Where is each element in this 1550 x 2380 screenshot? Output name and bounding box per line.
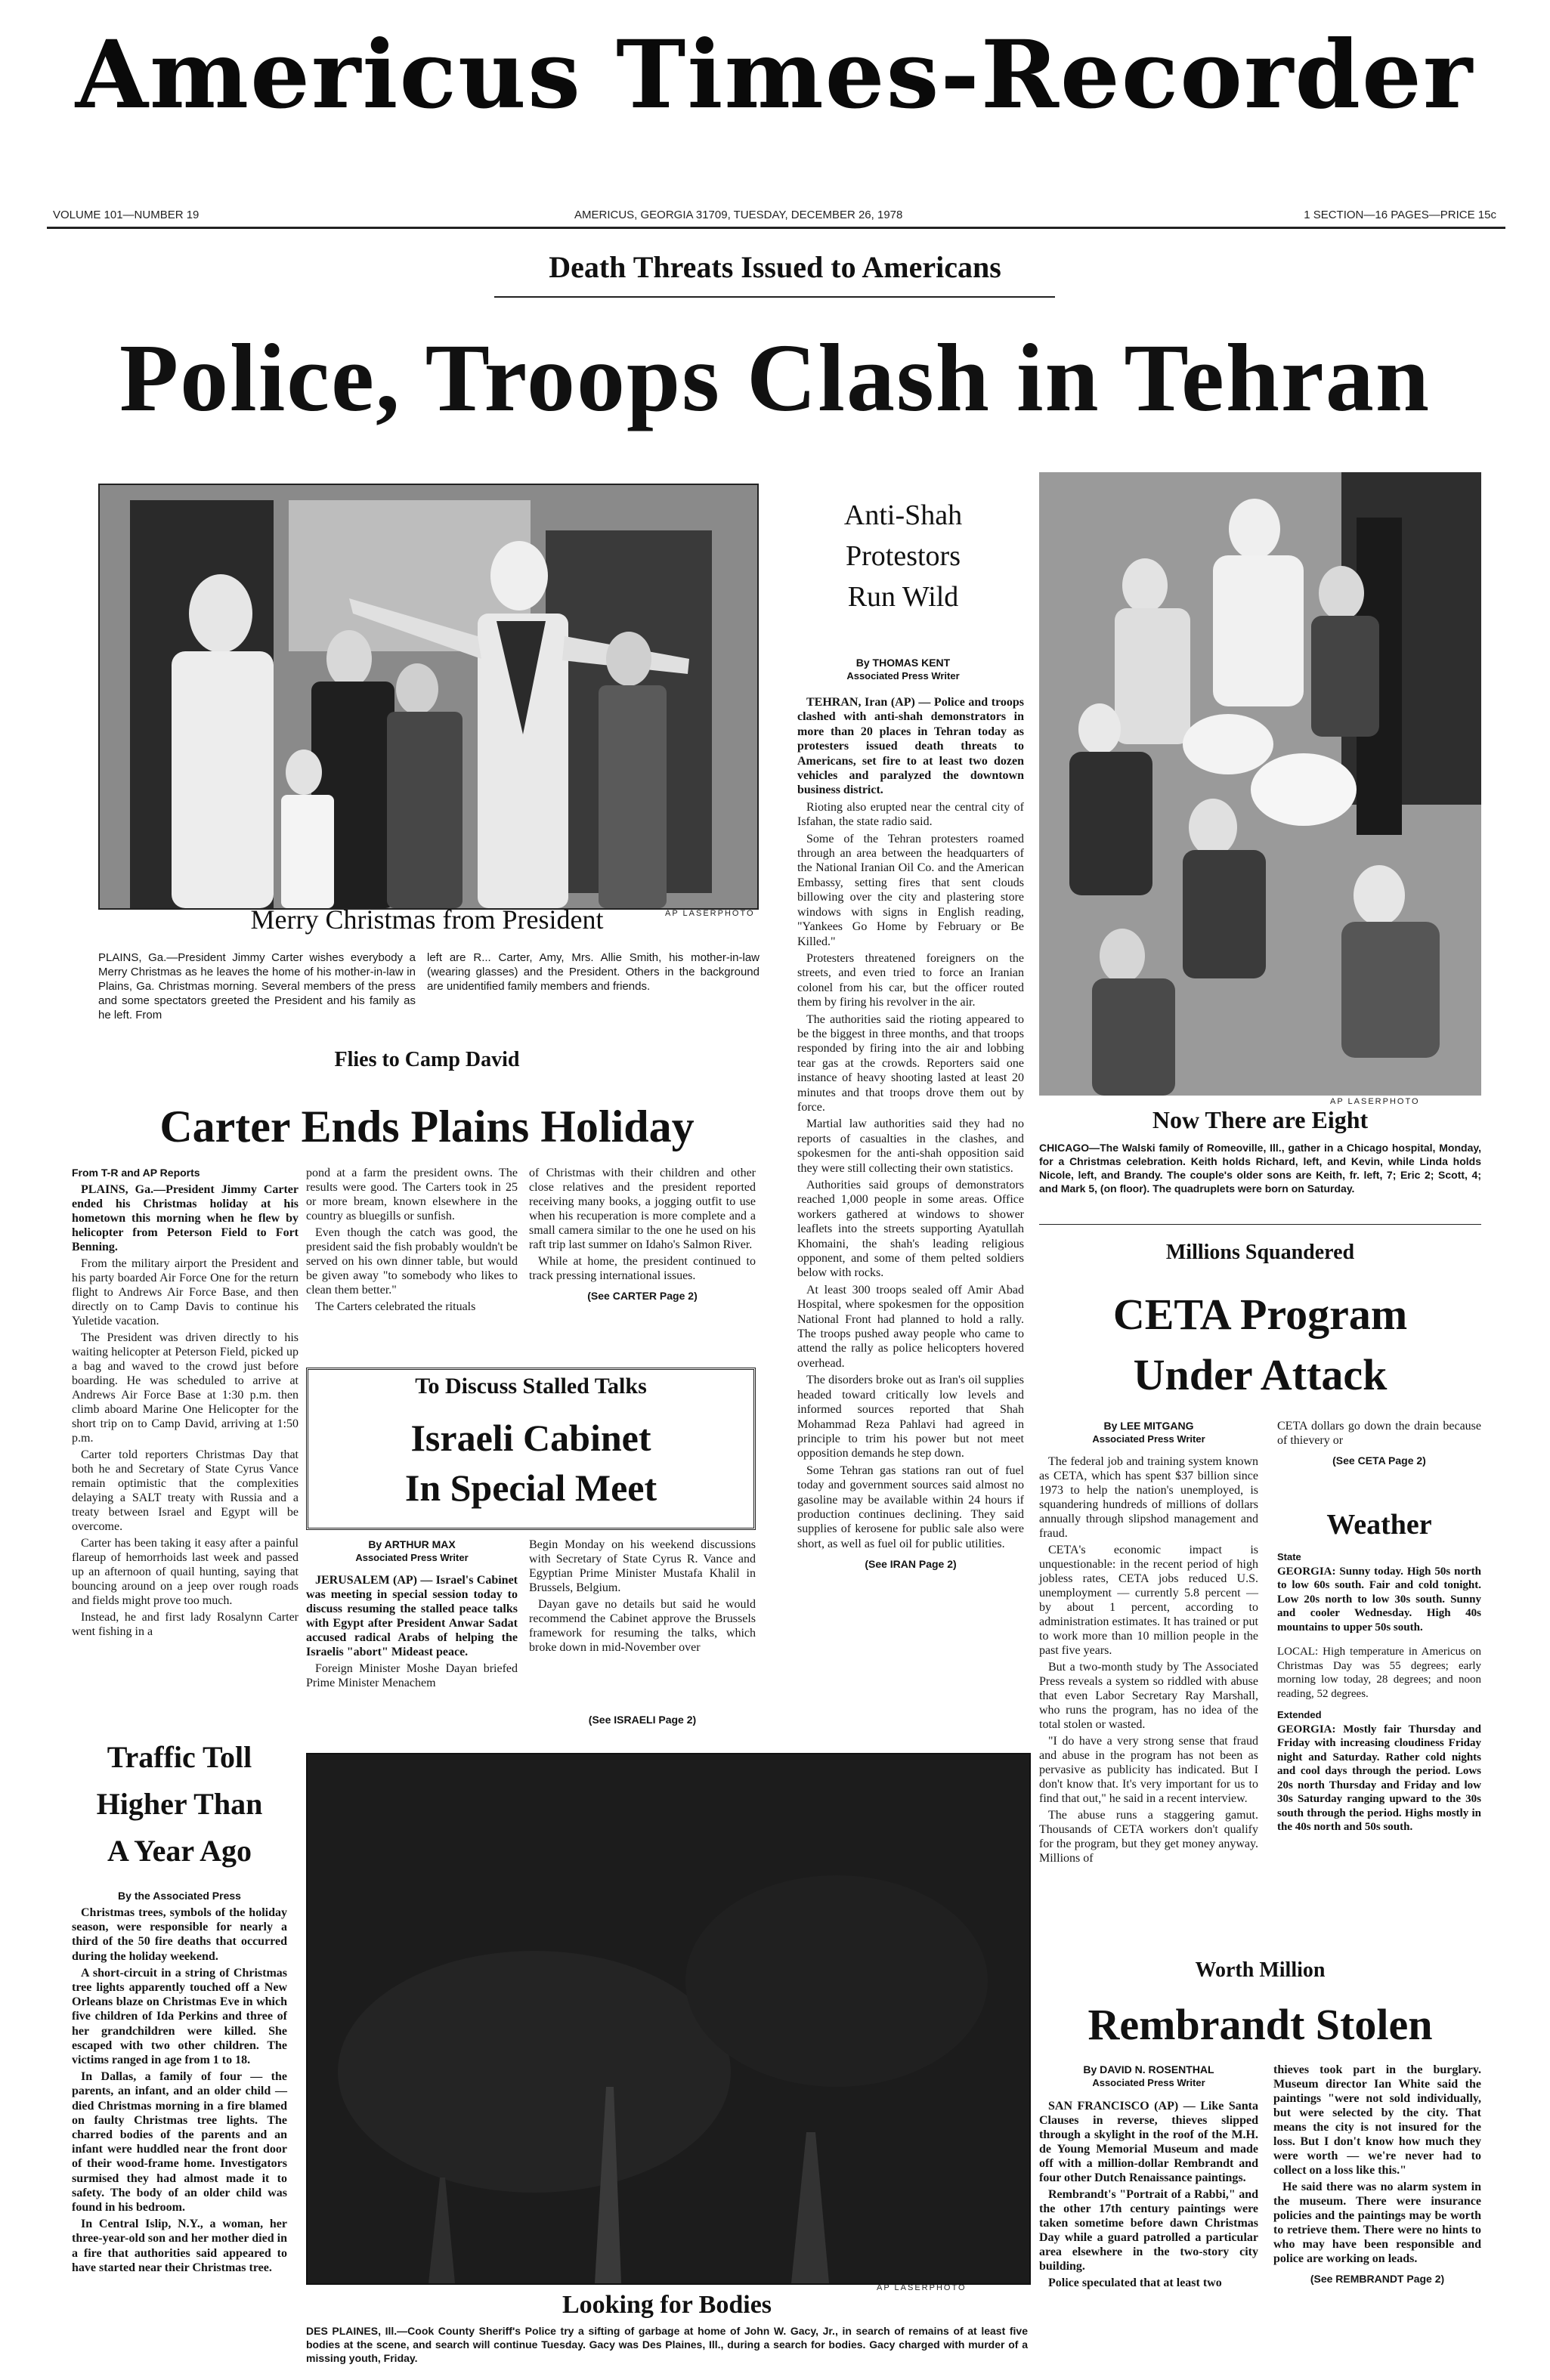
carter-col-3 <box>529 1166 756 1303</box>
rembrandt-headline: Rembrandt Stolen <box>1087 2000 1433 2049</box>
weather-state-label: State <box>1277 1551 1301 1562</box>
shah-paragraph: The authorities said the rioting appeared to be the biggest in three months, and that troops responded by firing into the air and lobbing tear gas at the crowds. Reporters said one instance of heavy shooting lasted at least 20 minutes and that troops drove them out by force. <box>797 1012 1024 1114</box>
shah-byline-block <box>786 656 1020 683</box>
christmas-caption-left: PLAINS, Ga.—President Jimmy Carter wishes everybody a Merry Christmas as he leaves the home of his mother-in-law in Plains, Ga. Christmas morning. Several members of the press and some spectators greeted the President and his family as he left. From <box>98 951 416 1022</box>
ceta-paragraph: "I do have a very strong sense that fraud and abuse in the program has not been as pervasive as publicity has indicated. But I don't know that. It's very important for us to find that out," he said in a recent interview. <box>1039 1735 1258 1805</box>
eight-photo-credit: AP LASERPHOTO <box>1330 1097 1420 1106</box>
israeli-byline-block <box>306 1538 518 1565</box>
ceta-byline: By LEE MITGANG <box>1103 1420 1194 1432</box>
carter-overline: Flies to Camp David <box>334 1048 520 1071</box>
shah-headline <box>786 495 1020 617</box>
christmas-photo-image <box>100 485 757 908</box>
eight-headline: Now There are Eight <box>1152 1106 1369 1133</box>
israeli-col-2 <box>529 1538 756 1657</box>
israeli-headline-line-1: Israeli Cabinet <box>410 1417 651 1459</box>
shah-headline-line-2: Protestors <box>846 540 961 572</box>
christmas-photo <box>98 484 759 910</box>
rembrandt-paragraph: He said there was no alarm system in the museum. There were insurance policies and the paintings may be worth to retrieve them. There were no hints to who may have been responsible and police are working on leads. <box>1273 2181 1481 2265</box>
ceta-headline-line-2: Under Attack <box>1133 1350 1388 1399</box>
carter-paragraph: of Christmas with their children and other close relatives and the president reported receiving many books, a jogging outfit to use when his recuperation is more complete and a small camera similar to the one he used on his raft trip last summer on Idaho's Salmon River. <box>529 1167 756 1251</box>
israeli-byline: By ARTHUR MAX <box>368 1538 456 1550</box>
ceta-headline <box>1039 1284 1481 1405</box>
shah-paragraph: Rioting also erupted near the central city of Isfahan, the state radio said. <box>797 800 1024 829</box>
bodies-photo-image <box>308 1754 1029 2283</box>
israeli-overline: To Discuss Stalled Talks <box>415 1374 647 1399</box>
shah-paragraph: At least 300 troops sealed off Amir Abad Hospital, where spokesmen for the opposition National Front had planned to hold a rally. The troops pushed away people who came to attend the rally as police helicopters hovered overhead. <box>797 1283 1024 1370</box>
ceta-byline-block <box>1039 1419 1258 1446</box>
masthead-volume: VOLUME 101—NUMBER 19 <box>53 209 200 221</box>
ceta-headline-line-1: CETA Program <box>1112 1290 1408 1339</box>
ceta-col-1 <box>1039 1454 1258 1868</box>
shah-paragraph: Protesters threatened foreigners on the streets, and even tried to force an Iranian colonel from his car, but the officer routed them by firing his revolver in the air. <box>797 951 1024 1009</box>
shah-paragraph: Authorities said groups of demonstrators reached 1,000 people in some areas. Office workers gathered at windows to shower leaflets into the streets supporting Ayatullah Khomaini, the shah's leading religious opponent, and some of them pelted soldiers below with rocks. <box>797 1179 1024 1280</box>
shah-story <box>797 695 1024 1572</box>
christmas-caption-right: left are R... Carter, Amy, Mrs. Allie Smith, his mother-in-law (wearing glasses) and the President. Others in the background are unidentified family members and friends. <box>427 951 760 993</box>
rembrandt-col-2 <box>1273 2063 1481 2286</box>
traffic-headline <box>72 1734 287 1875</box>
israeli-byline-role: Associated Press Writer <box>355 1552 469 1563</box>
rembrandt-byline: By DAVID N. ROSENTHAL <box>1083 2063 1214 2076</box>
carter-paragraph: Even though the catch was good, the president said the fish probably wouldn't be served on his own dinner table, but would be given away "to somebody who likes to clean them better." <box>306 1226 518 1297</box>
weather-extended: GEORGIA: Mostly fair Thursday and Friday with increasing cloudiness Friday night and Saturday. Rather cold nights and cool days through the period. Lows 20s north Thursday and Friday and low 30s Saturday ranging upward to the 30s south through the period. Highs mostly in the 40s north and 50s south. <box>1277 1723 1481 1833</box>
masthead-rule <box>47 227 1505 229</box>
ceta-overline: Millions Squandered <box>1165 1241 1355 1264</box>
ceta-col-2 <box>1277 1419 1481 1468</box>
traffic-headline-line-3: A Year Ago <box>107 1834 252 1868</box>
ceta-see: (See CETA Page 2) <box>1332 1454 1426 1467</box>
rembrandt-paragraph: Rembrandt's "Portrait of a Rabbi," and the other 17th century paintings were taken sometime before dawn Christmas Day while a guard patrolled a particular area elsewhere in the two-story city building. <box>1039 2188 1258 2273</box>
ceta-paragraph: CETA dollars go down the drain because of thievery or <box>1277 1420 1481 1447</box>
israeli-paragraph: Foreign Minister Moshe Dayan briefed Prime Minister Menachem <box>306 1662 518 1689</box>
traffic-paragraph: In Central Islip, N.Y., a woman, her three-year-old son and her mother died in a fire that authorities said appeared to have started near their Christmas tree. <box>72 2218 287 2274</box>
traffic-story <box>72 1906 287 2277</box>
shah-byline-role: Associated Press Writer <box>846 670 960 682</box>
carter-paragraph: The President was driven directly to his waiting helicopter at Peterson Field, picked up a bag and waved to the crowd just before boarding. He was scheduled to arrive at Andrews Air Force Base at 1:30 p.m. then climb aboard Marine One Helicopter for the short trip on to Camp David, arriving at 1:50 p.m. <box>72 1331 299 1445</box>
shah-paragraph: Some Tehran gas stations ran out of fuel today and government sources said almost no gasoline may be available within 24 hours if production continues declining. They said supplies of kerosene for public sale also were short, as well as fuel oil for public utilities. <box>797 1464 1024 1550</box>
israeli-headline <box>306 1413 756 1513</box>
traffic-paragraph: In Dallas, a family of four — the parents, an infant, and an older child — died Christmas morning in a fire blamed on faulty Christmas tree lights. The charred bodies of the parents and an infant were huddled near the front door of their wood-frame home. Investigators surmised they had almost made it to safety. The body of an older child was found in his bedroom. <box>72 2070 287 2215</box>
ceta-paragraph: CETA's economic impact is unquestionable: in the recent period of high jobless rates, CETA jobs reduced U.S. unemployment — currently 5.8 percent — by about 1 percent, according to administration estimates. It has trained or put to work more than 10 million people in the past five years. <box>1039 1544 1258 1657</box>
masthead-title: Americus Times-Recorder <box>75 20 1474 130</box>
israeli-paragraph: Dayan gave no details but said he would recommend the Cabinet approve the Brussels framework for resuming the talks, which broke down in mid-November over <box>529 1598 756 1654</box>
carter-paragraph: Carter has been taking it easy after a painful flareup of hemorrhoids last week and passed up an afternoon of quail hunting, saying that bouncing around on a jeep over rough roads and fields might prove too much. <box>72 1537 299 1607</box>
rembrandt-see: (See REMBRANDT Page 2) <box>1310 2273 1445 2285</box>
shah-paragraph: Martial law authorities said they had no reports of casualties in the clashes, and spokesmen for the anti-shah opposition said they were still collecting their own statistics. <box>797 1117 1024 1175</box>
carter-paragraph: While at home, the president continued to track pressing international issues. <box>529 1255 756 1282</box>
rembrandt-byline-role: Associated Press Writer <box>1092 2077 1205 2088</box>
ceta-byline-role: Associated Press Writer <box>1092 1433 1205 1445</box>
traffic-paragraph: Christmas trees, symbols of the holiday season, were responsible for nearly a third of the 50 fire deaths that occurred during the holiday weekend. <box>72 1906 287 1963</box>
shah-paragraph: Some of the Tehran protesters roamed through an area between the headquarters of the National Iranian Oil Co. and the American Embassy, setting fires that sent clouds billowing over the city and plastering store windows with signs in English reading, "Yankees Go Home by February or Be Killed." <box>797 832 1024 948</box>
bodies-photo <box>306 1753 1031 2285</box>
ceta-paragraph: But a two-month study by The Associated Press reveals a system so riddled with abuse that even Labor Secretary Ray Marshall, who runs the program, has no idea of the total stolen or wasted. <box>1039 1661 1258 1731</box>
carter-paragraph: pond at a farm the president owns. The results were good. The Carters took in 25 or more bream, known elsewhere in the country as bluegills or sunfish. <box>306 1167 518 1222</box>
ceta-paragraph: The federal job and training system known as CETA, which has spent $37 billion since 1973 to help the nation's unemployed, is squandering hundreds of millions of dollars annually through slipshod management and fraud. <box>1039 1455 1258 1540</box>
eight-rule <box>1039 1224 1481 1225</box>
eight-caption: CHICAGO—The Walski family of Romeoville, Ill., gather in a Chicago hospital, Monday, for a Christmas celebration. Keith holds Richard, left, and Kevin, while Linda holds Nicole, left, and Brandy. The couple's older sons are Keith, fr. left, 7; Eric 2; Scott, 4; and Mark 5, (on floor). The quadruplets were born on Saturday. <box>1039 1142 1481 1195</box>
eight-photo <box>1039 472 1481 1096</box>
christmas-photo-credit: AP LASERPHOTO <box>665 909 755 918</box>
shah-paragraph: TEHRAN, Iran (AP) — Police and troops clashed with anti-shah demonstrators in more than 20 places in Tehran today as protesters issued death threats to Americans, set fire to at least two dozen vehicles and paralyzed the downtown business district. <box>797 696 1024 797</box>
carter-paragraph: From the military airport the President and his party boarded Air Force One for the return flight to Andrews Air Force Base, and then directly on to Camp Davis to continue his Yuletide vacation. <box>72 1257 299 1328</box>
traffic-paragraph: A short-circuit in a string of Christmas tree lights apparently touched off a New Orleans blaze on Christmas Eve in which five children of Ida Perkins and three of her grandchildren were killed. She escaped with two other children. The victims ranged in age from 1 to 18. <box>72 1966 287 2067</box>
carter-col-1 <box>72 1182 299 1641</box>
carter-col-2 <box>306 1166 518 1316</box>
israeli-see: (See ISRAELI Page 2) <box>588 1714 697 1726</box>
israeli-col-1 <box>306 1573 518 1692</box>
carter-paragraph: Instead, he and first lady Rosalynn Carter went fishing in a <box>72 1611 299 1638</box>
shah-headline-line-3: Run Wild <box>847 581 959 613</box>
carter-paragraph: The Carters celebrated the rituals <box>315 1300 476 1313</box>
weather-title: Weather <box>1326 1509 1432 1541</box>
traffic-headline-line-1: Traffic Toll <box>107 1740 252 1774</box>
carter-see: (See CARTER Page 2) <box>587 1290 698 1302</box>
lead-overline: Death Threats Issued to Americans <box>549 250 1001 284</box>
shah-paragraph: The disorders broke out as Iran's oil supplies headed toward critically low levels and informed sources reported that Shah Mohammad Reza Pahlavi had agreed in principle to trim his power but not meet opposition demands he step down. <box>797 1374 1024 1460</box>
masthead-dateline: AMERICUS, GEORGIA 31709, TUESDAY, DECEMBER 26, 1978 <box>574 209 903 221</box>
israeli-paragraph: Begin Monday on his weekend discussions with Secretary of State Cyrus R. Vance and Egyptian Prime Minister Mustafa Khalil in Brussels, Belgium. <box>529 1538 756 1594</box>
carter-paragraph: PLAINS, Ga.—President Jimmy Carter ended his Christmas holiday at his hometown this morning when he flew by helicopter from Peterson Field to Fort Benning. <box>72 1183 299 1253</box>
rembrandt-col-1 <box>1039 2099 1258 2292</box>
lead-overline-rule <box>494 296 1055 298</box>
traffic-byline: By the Associated Press <box>118 1890 241 1902</box>
rembrandt-paragraph: thieves took part in the burglary. Museum director Ian White said the paintings "were not sold individually, but were selected by the city. That means the city is not insured for the loss. But I don't know how much they were worth — we're never had to collect on a loss like this." <box>1273 2063 1481 2177</box>
rembrandt-paragraph: SAN FRANCISCO (AP) — Like Santa Clauses in reverse, thieves slipped through a skylight in the roof of the M.H. de Young Memorial Museum and made off with a million-dollar Rembrandt and four other Dutch Renaissance paintings. <box>1039 2100 1258 2184</box>
israeli-headline-line-2: In Special Meet <box>404 1467 657 1509</box>
carter-headline: Carter Ends Plains Holiday <box>159 1102 695 1151</box>
rembrandt-byline-block <box>1039 2063 1258 2090</box>
rembrandt-paragraph: Police speculated that at least two <box>1048 2276 1222 2289</box>
bodies-caption: DES PLAINES, Ill.—Cook County Sheriff's Police try a sifting of garbage at home of John W. Gacy, Jr., in search of remains of at least five bodies at the scene, and search will continue Tuesday. Gacy was Des Plaines, Ill., during a search for bodies. Gacy charged with murder of a missing youth, Friday. <box>306 2325 1028 2364</box>
lead-headline: Police, Troops Clash in Tehran <box>119 324 1431 431</box>
weather-local: LOCAL: High temperature in Americus on Christmas Day was 55 degrees; early morning low today, 28 degrees; and noon reading, 52 degrees. <box>1277 1646 1481 1700</box>
shah-headline-line-1: Anti-Shah <box>843 499 963 531</box>
carter-byline: From T-R and AP Reports <box>72 1167 200 1179</box>
weather-state: GEORGIA: Sunny today. High 50s north to low 60s south. Fair and cold tonight. Low 20s north to low 30s south. Sunny and cooler Wednesday. High 40s mountains to upper 50s south. <box>1277 1565 1481 1634</box>
weather-block <box>1277 1550 1481 1834</box>
israeli-paragraph: JERUSALEM (AP) — Israel's Cabinet was meeting in special session today to discuss resuming the stalled peace talks with Egypt after President Anwar Sadat accused radical Arabs of helping the Israelis "abort" Mideast peace. <box>306 1574 518 1658</box>
eight-photo-image <box>1039 472 1481 1096</box>
traffic-headline-line-2: Higher Than <box>96 1787 263 1821</box>
masthead-price: 1 SECTION—16 PAGES—PRICE 15c <box>1304 209 1496 221</box>
shah-byline: By THOMAS KENT <box>855 657 951 669</box>
rembrandt-overline: Worth Million <box>1195 1958 1326 1982</box>
shah-see: (See IRAN Page 2) <box>865 1558 957 1571</box>
carter-paragraph: Carter told reporters Christmas Day that both he and Secretary of State Cyrus Vance remain optimistic that the complexities delaying a SALT treaty with Russia and a treaty between Israel and Egypt will be overcome. <box>72 1448 299 1533</box>
bodies-photo-credit: AP LASERPHOTO <box>877 2283 967 2292</box>
weather-extended-label: Extended <box>1277 1709 1322 1720</box>
bodies-headline: Looking for Bodies <box>562 2291 772 2319</box>
ceta-paragraph: The abuse runs a staggering gamut. Thousands of CETA workers don't qualify for the program, but they get money anyway. Millions of <box>1039 1809 1258 1865</box>
christmas-photo-title: Merry Christmas from President <box>250 904 604 935</box>
